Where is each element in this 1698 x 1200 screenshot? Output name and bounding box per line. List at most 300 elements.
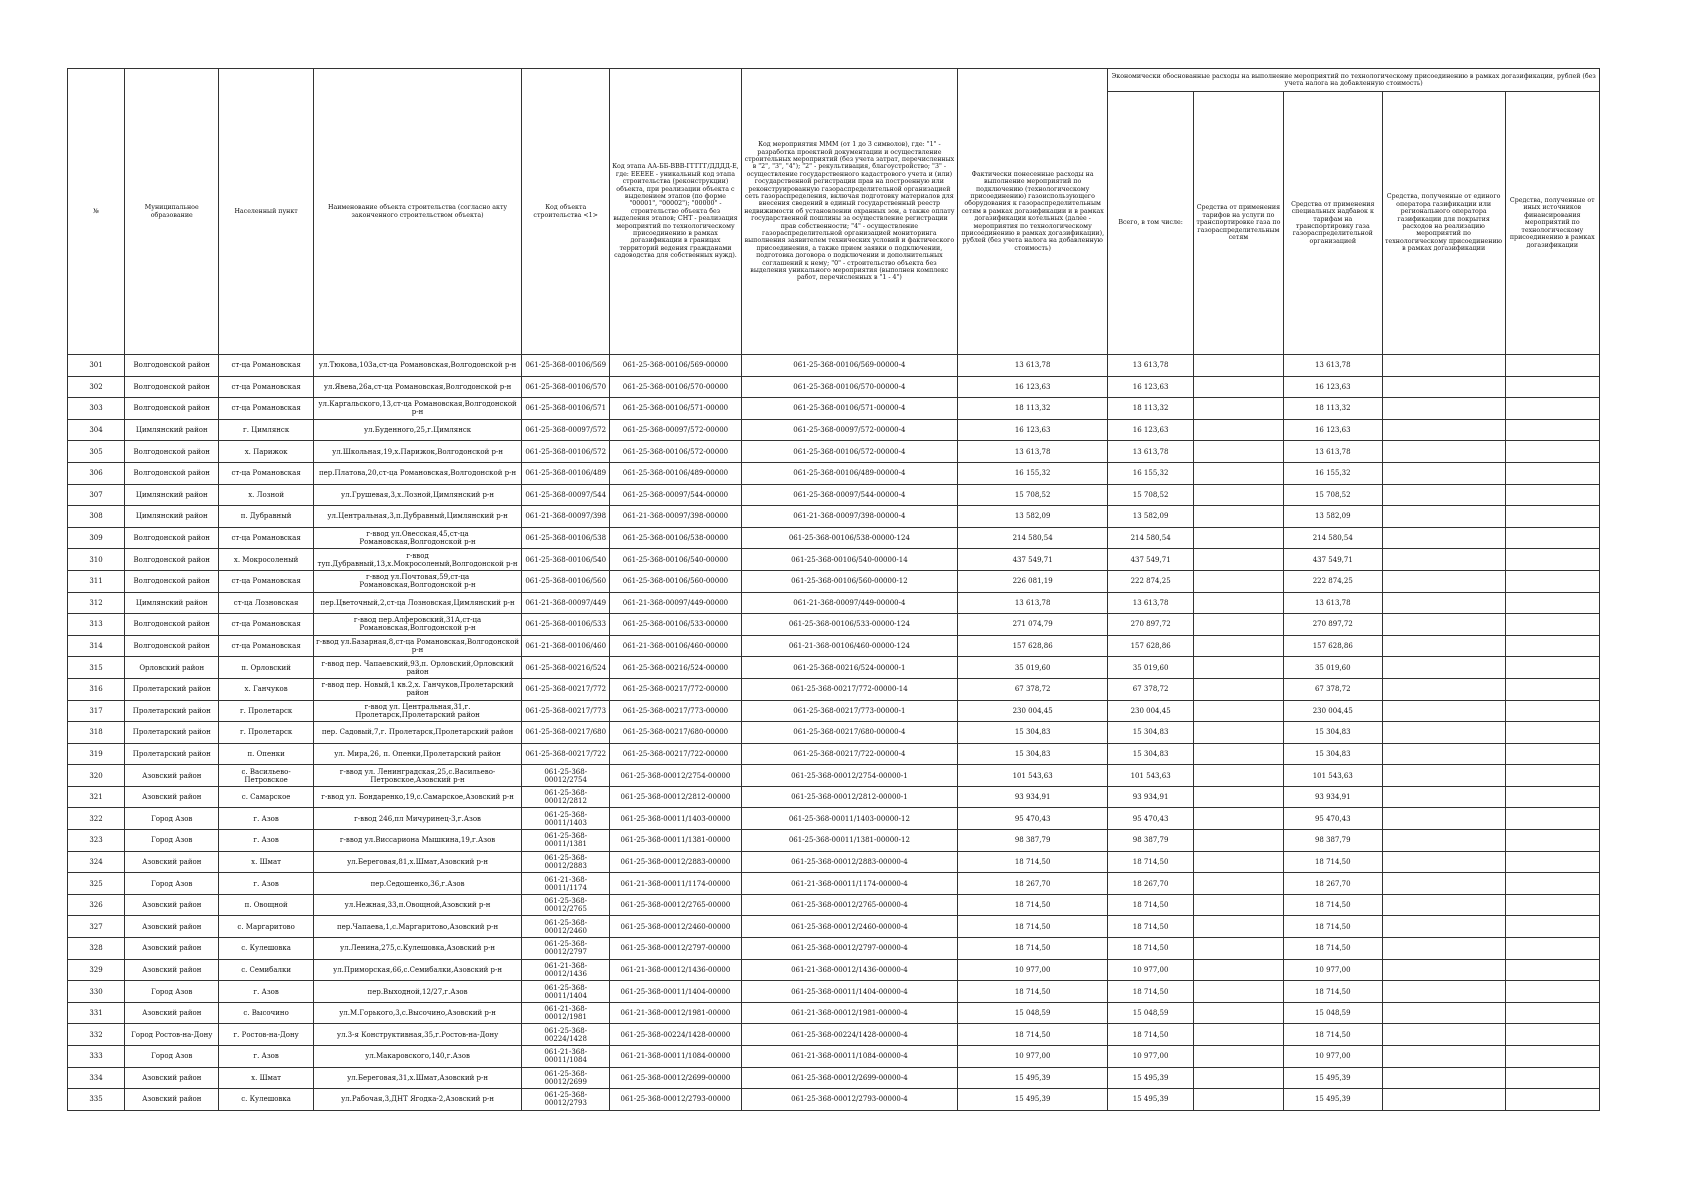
other-funds-cell xyxy=(1505,398,1599,420)
other-funds-cell xyxy=(1505,722,1599,744)
stage-code-cell: 061-21-368-00097/449-00000 xyxy=(610,592,742,614)
stage-code-cell: 061-25-368-00011/1381-00000 xyxy=(610,830,742,852)
municipality-cell: Волгодонской район xyxy=(125,462,219,484)
settlement-cell: с. Семибалки xyxy=(219,959,313,981)
event-code-cell: 061-25-368-00106/538-00000-124 xyxy=(741,527,957,549)
object-name-cell: г-ввод пер.Алферовский,31А,ст-ца Романовская,Волгодонской р-н xyxy=(313,614,522,636)
settlement-cell: х. Ганчуков xyxy=(219,678,313,700)
other-funds-cell xyxy=(1505,570,1599,592)
actual-costs-cell: 13 613,78 xyxy=(957,355,1107,377)
event-code-cell: 061-25-368-00012/2754-00000-1 xyxy=(741,765,957,787)
event-code-cell: 061-25-368-00012/2793-00000-4 xyxy=(741,1089,957,1111)
table-row xyxy=(68,851,1600,873)
total-cell: 230 004,45 xyxy=(1108,700,1194,722)
table-row xyxy=(68,765,1600,787)
header-object-code: Код объекта строительства <1> xyxy=(522,69,610,355)
surcharge-funds-cell: 98 387,79 xyxy=(1283,830,1382,852)
row-number: 326 xyxy=(68,894,125,916)
table-row xyxy=(68,506,1600,528)
event-code-cell: 061-25-368-00011/1404-00000-4 xyxy=(741,981,957,1003)
stage-code-cell: 061-25-368-00012/2883-00000 xyxy=(610,851,742,873)
tariff-funds-cell xyxy=(1193,981,1283,1003)
other-funds-cell xyxy=(1505,959,1599,981)
table-row xyxy=(68,959,1600,981)
table-row xyxy=(68,484,1600,506)
header-num: № xyxy=(68,69,125,355)
actual-costs-cell: 214 580,54 xyxy=(957,527,1107,549)
stage-code-cell: 061-25-368-00217/680-00000 xyxy=(610,722,742,744)
surcharge-funds-cell: 13 613,78 xyxy=(1283,355,1382,377)
settlement-cell: ст-ца Романовская xyxy=(219,527,313,549)
operator-funds-cell xyxy=(1382,355,1505,377)
object-name-cell: г-ввод ул. Центральная,31,г. Пролетарск,Пролетарский район xyxy=(313,700,522,722)
other-funds-cell xyxy=(1505,1002,1599,1024)
other-funds-cell xyxy=(1505,592,1599,614)
other-funds-cell xyxy=(1505,614,1599,636)
other-funds-cell xyxy=(1505,851,1599,873)
total-cell: 18 267,70 xyxy=(1108,873,1194,895)
actual-costs-cell: 15 304,83 xyxy=(957,743,1107,765)
actual-costs-cell: 18 113,32 xyxy=(957,398,1107,420)
object-code-cell: 061-25-368-00106/489 xyxy=(522,462,610,484)
event-code-cell: 061-25-368-00012/2460-00000-4 xyxy=(741,916,957,938)
header-stage-code: Код этапа АА-ББ-ВВВ-ГГГГГ/ДДДД-Е, где: ЕЕЕЕЕ - уникальный код этапа строительства (реконструкции) объекта, при реализации объекта с выделением этапов (по форме "00001", "00002"); "00000" - строительство объекта без выделения этапов; СНТ - реализация мероприятий по технологическому присоединению в рамках догазификации в границах территорий ведения гражданами садоводства для собственных нужд). xyxy=(610,69,742,355)
municipality-cell: Волгодонской район xyxy=(125,614,219,636)
municipality-cell: Город Азов xyxy=(125,981,219,1003)
total-cell: 15 304,83 xyxy=(1108,743,1194,765)
row-number: 331 xyxy=(68,1002,125,1024)
surcharge-funds-cell: 18 714,50 xyxy=(1283,894,1382,916)
total-cell: 18 714,50 xyxy=(1108,894,1194,916)
surcharge-funds-cell: 18 714,50 xyxy=(1283,981,1382,1003)
object-code-cell: 061-21-368-00097/398 xyxy=(522,506,610,528)
surcharge-funds-cell: 16 123,63 xyxy=(1283,419,1382,441)
stage-code-cell: 061-25-368-00012/2812-00000 xyxy=(610,786,742,808)
total-cell: 270 897,72 xyxy=(1108,614,1194,636)
tariff-funds-cell xyxy=(1193,635,1283,657)
actual-costs-cell: 18 714,50 xyxy=(957,981,1107,1003)
row-number: 328 xyxy=(68,938,125,960)
tariff-funds-cell xyxy=(1193,1002,1283,1024)
table-row xyxy=(68,441,1600,463)
settlement-cell: х. Лозной xyxy=(219,484,313,506)
row-number: 315 xyxy=(68,657,125,679)
total-cell: 15 495,39 xyxy=(1108,1089,1194,1111)
object-code-cell: 061-25-368-00217/680 xyxy=(522,722,610,744)
event-code-cell: 061-25-368-00217/680-00000-4 xyxy=(741,722,957,744)
actual-costs-cell: 15 304,83 xyxy=(957,722,1107,744)
total-cell: 10 977,00 xyxy=(1108,1046,1194,1068)
object-name-cell: ул.Береговая,81,х.Шмат,Азовский р-н xyxy=(313,851,522,873)
stage-code-cell: 061-25-368-00217/773-00000 xyxy=(610,700,742,722)
row-number: 327 xyxy=(68,916,125,938)
surcharge-funds-cell: 10 977,00 xyxy=(1283,1046,1382,1068)
settlement-cell: х. Шмат xyxy=(219,1067,313,1089)
object-code-cell: 061-21-368-00012/1981 xyxy=(522,1002,610,1024)
other-funds-cell xyxy=(1505,894,1599,916)
municipality-cell: Волгодонской район xyxy=(125,635,219,657)
total-cell: 15 048,59 xyxy=(1108,1002,1194,1024)
settlement-cell: п. Дубравный xyxy=(219,506,313,528)
surcharge-funds-cell: 18 714,50 xyxy=(1283,1024,1382,1046)
settlement-cell: ст-ца Романовская xyxy=(219,398,313,420)
total-cell: 18 714,50 xyxy=(1108,938,1194,960)
stage-code-cell: 061-25-368-00224/1428-00000 xyxy=(610,1024,742,1046)
table-row xyxy=(68,1046,1600,1068)
other-funds-cell xyxy=(1505,527,1599,549)
total-cell: 222 874,25 xyxy=(1108,570,1194,592)
gasification-costs-table xyxy=(67,68,1600,1111)
stage-code-cell: 061-21-368-00012/1981-00000 xyxy=(610,1002,742,1024)
table-row xyxy=(68,355,1600,377)
settlement-cell: г. Азов xyxy=(219,830,313,852)
operator-funds-cell xyxy=(1382,570,1505,592)
tariff-funds-cell xyxy=(1193,808,1283,830)
stage-code-cell: 061-25-368-00216/524-00000 xyxy=(610,657,742,679)
municipality-cell: Волгодонской район xyxy=(125,527,219,549)
row-number: 317 xyxy=(68,700,125,722)
municipality-cell: Волгодонской район xyxy=(125,570,219,592)
tariff-funds-cell xyxy=(1193,959,1283,981)
municipality-cell: Азовский район xyxy=(125,1089,219,1111)
operator-funds-cell xyxy=(1382,722,1505,744)
event-code-cell: 061-25-368-00012/2812-00000-1 xyxy=(741,786,957,808)
surcharge-funds-cell: 15 048,59 xyxy=(1283,1002,1382,1024)
table-row xyxy=(68,1089,1600,1111)
operator-funds-cell xyxy=(1382,786,1505,808)
table-row xyxy=(68,570,1600,592)
object-name-cell: г-ввод туп.Дубравный,13,х.Мокросоленый,Волгодонской р-н xyxy=(313,549,522,571)
object-name-cell: пер.Выходной,12/27,г.Азов xyxy=(313,981,522,1003)
event-code-cell: 061-25-368-00106/489-00000-4 xyxy=(741,462,957,484)
actual-costs-cell: 15 495,39 xyxy=(957,1089,1107,1111)
operator-funds-cell xyxy=(1382,938,1505,960)
stage-code-cell: 061-21-368-00011/1174-00000 xyxy=(610,873,742,895)
table-row xyxy=(68,678,1600,700)
operator-funds-cell xyxy=(1382,700,1505,722)
header-object-name: Наименование объекта строительства (согласно акту законченного строительством объекта) xyxy=(313,69,522,355)
surcharge-funds-cell: 13 613,78 xyxy=(1283,441,1382,463)
total-cell: 214 580,54 xyxy=(1108,527,1194,549)
settlement-cell: г. Пролетарск xyxy=(219,700,313,722)
event-code-cell: 061-25-368-00217/722-00000-4 xyxy=(741,743,957,765)
operator-funds-cell xyxy=(1382,873,1505,895)
tariff-funds-cell xyxy=(1193,441,1283,463)
other-funds-cell xyxy=(1505,873,1599,895)
municipality-cell: Орловский район xyxy=(125,657,219,679)
event-code-cell: 061-21-368-00011/1084-00000-4 xyxy=(741,1046,957,1068)
tariff-funds-cell xyxy=(1193,376,1283,398)
object-name-cell: ул.Тюкова,103а,ст-ца Романовская,Волгодонской р-н xyxy=(313,355,522,377)
object-name-cell: г-ввод ул.Базарная,8,ст-ца Романовская,Волгодонской р-н xyxy=(313,635,522,657)
surcharge-funds-cell: 16 155,32 xyxy=(1283,462,1382,484)
total-cell: 15 495,39 xyxy=(1108,1067,1194,1089)
event-code-cell: 061-25-368-00106/571-00000-4 xyxy=(741,398,957,420)
event-code-cell: 061-25-368-00224/1428-00000-4 xyxy=(741,1024,957,1046)
operator-funds-cell xyxy=(1382,527,1505,549)
settlement-cell: ст-ца Лозновская xyxy=(219,592,313,614)
total-cell: 15 708,52 xyxy=(1108,484,1194,506)
stage-code-cell: 061-25-368-00097/544-00000 xyxy=(610,484,742,506)
row-number: 320 xyxy=(68,765,125,787)
object-code-cell: 061-21-368-00097/449 xyxy=(522,592,610,614)
object-code-cell: 061-25-368-00217/772 xyxy=(522,678,610,700)
other-funds-cell xyxy=(1505,1067,1599,1089)
table-header xyxy=(68,69,1600,355)
municipality-cell: Пролетарский район xyxy=(125,700,219,722)
settlement-cell: г. Азов xyxy=(219,981,313,1003)
total-cell: 10 977,00 xyxy=(1108,959,1194,981)
actual-costs-cell: 16 123,63 xyxy=(957,376,1107,398)
table-row xyxy=(68,592,1600,614)
actual-costs-cell: 10 977,00 xyxy=(957,959,1107,981)
event-code-cell: 061-21-368-00012/1436-00000-4 xyxy=(741,959,957,981)
operator-funds-cell xyxy=(1382,851,1505,873)
header-surcharge-funds: Средства от применения специальных надбавок к тарифам на транспортировку газа газораспределительной организацией xyxy=(1283,92,1382,355)
settlement-cell: ст-ца Романовская xyxy=(219,462,313,484)
object-name-cell: ул.Явева,26а,ст-ца Романовская,Волгодонской р-н xyxy=(313,376,522,398)
total-cell: 437 549,71 xyxy=(1108,549,1194,571)
municipality-cell: Азовский район xyxy=(125,894,219,916)
event-code-cell: 061-25-368-00106/560-00000-12 xyxy=(741,570,957,592)
total-cell: 157 628,86 xyxy=(1108,635,1194,657)
settlement-cell: с. Васильево-Петровское xyxy=(219,765,313,787)
municipality-cell: Город Ростов-на-Дону xyxy=(125,1024,219,1046)
object-code-cell: 061-25-368-00106/572 xyxy=(522,441,610,463)
event-code-cell: 061-25-368-00217/773-00000-1 xyxy=(741,700,957,722)
table-row xyxy=(68,873,1600,895)
event-code-cell: 061-25-368-00106/569-00000-4 xyxy=(741,355,957,377)
actual-costs-cell: 67 378,72 xyxy=(957,678,1107,700)
surcharge-funds-cell: 15 708,52 xyxy=(1283,484,1382,506)
municipality-cell: Цимлянский район xyxy=(125,506,219,528)
settlement-cell: г. Азов xyxy=(219,1046,313,1068)
total-cell: 15 304,83 xyxy=(1108,722,1194,744)
table-row xyxy=(68,743,1600,765)
operator-funds-cell xyxy=(1382,462,1505,484)
other-funds-cell xyxy=(1505,938,1599,960)
settlement-cell: ст-ца Романовская xyxy=(219,570,313,592)
tariff-funds-cell xyxy=(1193,462,1283,484)
settlement-cell: п. Овощной xyxy=(219,894,313,916)
event-code-cell: 061-21-368-00106/460-00000-124 xyxy=(741,635,957,657)
tariff-funds-cell xyxy=(1193,894,1283,916)
object-name-cell: ул.Береговая,31,х.Шмат,Азовский р-н xyxy=(313,1067,522,1089)
event-code-cell: 061-25-368-00012/2699-00000-4 xyxy=(741,1067,957,1089)
surcharge-funds-cell: 10 977,00 xyxy=(1283,959,1382,981)
actual-costs-cell: 35 019,60 xyxy=(957,657,1107,679)
municipality-cell: Волгодонской район xyxy=(125,376,219,398)
settlement-cell: г. Азов xyxy=(219,808,313,830)
object-name-cell: пер.Платова,20,ст-ца Романовская,Волгодонской р-н xyxy=(313,462,522,484)
settlement-cell: ст-ца Романовская xyxy=(219,614,313,636)
header-justified-costs-group: Экономически обоснованные расходы на выполнение мероприятий по технологическому присоединению в рамках догазификации, рублей (без учета налога на добавленную стоимость) xyxy=(1108,69,1600,92)
municipality-cell: Пролетарский район xyxy=(125,678,219,700)
surcharge-funds-cell: 15 495,39 xyxy=(1283,1067,1382,1089)
event-code-cell: 061-25-368-00106/540-00000-14 xyxy=(741,549,957,571)
settlement-cell: с. Кулешовка xyxy=(219,938,313,960)
object-name-cell: г-ввод ул.Виссариона Мышкина,19,г.Азов xyxy=(313,830,522,852)
actual-costs-cell: 18 714,50 xyxy=(957,894,1107,916)
actual-costs-cell: 16 123,63 xyxy=(957,419,1107,441)
tariff-funds-cell xyxy=(1193,786,1283,808)
row-number: 310 xyxy=(68,549,125,571)
row-number: 322 xyxy=(68,808,125,830)
event-code-cell: 061-21-368-00012/1981-00000-4 xyxy=(741,1002,957,1024)
municipality-cell: Волгодонской район xyxy=(125,398,219,420)
actual-costs-cell: 13 613,78 xyxy=(957,441,1107,463)
object-name-cell: пер.Цветочный,2,ст-ца Лозновская,Цимлянский р-н xyxy=(313,592,522,614)
event-code-cell: 061-21-368-00097/449-00000-4 xyxy=(741,592,957,614)
stage-code-cell: 061-25-368-00012/2754-00000 xyxy=(610,765,742,787)
row-number: 334 xyxy=(68,1067,125,1089)
object-code-cell: 061-25-368-00106/538 xyxy=(522,527,610,549)
total-cell: 13 613,78 xyxy=(1108,441,1194,463)
tariff-funds-cell xyxy=(1193,851,1283,873)
operator-funds-cell xyxy=(1382,916,1505,938)
other-funds-cell xyxy=(1505,786,1599,808)
object-name-cell: ул.Грушевая,3,х.Лозной,Цимлянский р-н xyxy=(313,484,522,506)
operator-funds-cell xyxy=(1382,1002,1505,1024)
total-cell: 18 714,50 xyxy=(1108,981,1194,1003)
operator-funds-cell xyxy=(1382,1024,1505,1046)
row-number: 321 xyxy=(68,786,125,808)
tariff-funds-cell xyxy=(1193,1089,1283,1111)
settlement-cell: ст-ца Романовская xyxy=(219,376,313,398)
surcharge-funds-cell: 18 267,70 xyxy=(1283,873,1382,895)
actual-costs-cell: 226 081,19 xyxy=(957,570,1107,592)
settlement-cell: с. Самарское xyxy=(219,786,313,808)
operator-funds-cell xyxy=(1382,1046,1505,1068)
header-total: Всего, в том числе: xyxy=(1108,92,1194,355)
table-row xyxy=(68,981,1600,1003)
object-name-cell: ул.Центральная,3,п.Дубравный,Цимлянский р-н xyxy=(313,506,522,528)
operator-funds-cell xyxy=(1382,678,1505,700)
actual-costs-cell: 437 549,71 xyxy=(957,549,1107,571)
municipality-cell: Город Азов xyxy=(125,808,219,830)
municipality-cell: Пролетарский район xyxy=(125,743,219,765)
stage-code-cell: 061-21-368-00097/398-00000 xyxy=(610,506,742,528)
object-name-cell: ул.Школьная,19,х.Парижок,Волгодонской р-н xyxy=(313,441,522,463)
stage-code-cell: 061-25-368-00106/571-00000 xyxy=(610,398,742,420)
object-name-cell: г-ввод ул. Бондаренко,19,с.Самарское,Азовский р-н xyxy=(313,786,522,808)
surcharge-funds-cell: 95 470,43 xyxy=(1283,808,1382,830)
object-name-cell: ул.3-я Конструктивная,35,г.Ростов-на-Дону xyxy=(313,1024,522,1046)
stage-code-cell: 061-21-368-00106/460-00000 xyxy=(610,635,742,657)
operator-funds-cell xyxy=(1382,765,1505,787)
row-number: 324 xyxy=(68,851,125,873)
row-number: 332 xyxy=(68,1024,125,1046)
object-name-cell: ул.Буденного,25,г.Цимлянск xyxy=(313,419,522,441)
surcharge-funds-cell: 67 378,72 xyxy=(1283,678,1382,700)
settlement-cell: г. Азов xyxy=(219,873,313,895)
tariff-funds-cell xyxy=(1193,700,1283,722)
operator-funds-cell xyxy=(1382,441,1505,463)
surcharge-funds-cell: 18 113,32 xyxy=(1283,398,1382,420)
row-number: 309 xyxy=(68,527,125,549)
stage-code-cell: 061-21-368-00012/1436-00000 xyxy=(610,959,742,981)
event-code-cell: 061-25-368-00106/570-00000-4 xyxy=(741,376,957,398)
tariff-funds-cell xyxy=(1193,830,1283,852)
event-code-cell: 061-25-368-00217/772-00000-14 xyxy=(741,678,957,700)
table-row xyxy=(68,462,1600,484)
object-name-cell: ул.Ленина,275,с.Кулешовка,Азовский р-н xyxy=(313,938,522,960)
tariff-funds-cell xyxy=(1193,355,1283,377)
object-name-cell: ул.Приморская,66,с.Семибалки,Азовский р-н xyxy=(313,959,522,981)
row-number: 302 xyxy=(68,376,125,398)
object-name-cell: г-ввод ул.Овесская,45,ст-ца Романовская,Волгодонской р-н xyxy=(313,527,522,549)
object-code-cell: 061-25-368-00012/2883 xyxy=(522,851,610,873)
table-row xyxy=(68,614,1600,636)
object-code-cell: 061-25-368-00011/1404 xyxy=(522,981,610,1003)
surcharge-funds-cell: 157 628,86 xyxy=(1283,635,1382,657)
total-cell: 18 714,50 xyxy=(1108,1024,1194,1046)
other-funds-cell xyxy=(1505,376,1599,398)
surcharge-funds-cell: 13 582,09 xyxy=(1283,506,1382,528)
municipality-cell: Город Азов xyxy=(125,1046,219,1068)
other-funds-cell xyxy=(1505,549,1599,571)
operator-funds-cell xyxy=(1382,743,1505,765)
row-number: 330 xyxy=(68,981,125,1003)
municipality-cell: Азовский район xyxy=(125,851,219,873)
surcharge-funds-cell: 15 495,39 xyxy=(1283,1089,1382,1111)
stage-code-cell: 061-25-368-00012/2460-00000 xyxy=(610,916,742,938)
actual-costs-cell: 98 387,79 xyxy=(957,830,1107,852)
operator-funds-cell xyxy=(1382,981,1505,1003)
header-settlement: Населенный пункт xyxy=(219,69,313,355)
row-number: 306 xyxy=(68,462,125,484)
stage-code-cell: 061-25-368-00106/533-00000 xyxy=(610,614,742,636)
other-funds-cell xyxy=(1505,419,1599,441)
stage-code-cell: 061-25-368-00012/2793-00000 xyxy=(610,1089,742,1111)
header-tariff-funds: Средства от применения тарифов на услуги по транспортировке газа по газораспределительным сетям xyxy=(1193,92,1283,355)
row-number: 313 xyxy=(68,614,125,636)
other-funds-cell xyxy=(1505,981,1599,1003)
settlement-cell: г. Ростов-на-Дону xyxy=(219,1024,313,1046)
row-number: 335 xyxy=(68,1089,125,1111)
actual-costs-cell: 18 267,70 xyxy=(957,873,1107,895)
operator-funds-cell xyxy=(1382,614,1505,636)
surcharge-funds-cell: 15 304,83 xyxy=(1283,743,1382,765)
municipality-cell: Азовский район xyxy=(125,786,219,808)
row-number: 318 xyxy=(68,722,125,744)
operator-funds-cell xyxy=(1382,894,1505,916)
table-row xyxy=(68,376,1600,398)
stage-code-cell: 061-25-368-00012/2765-00000 xyxy=(610,894,742,916)
table-row xyxy=(68,916,1600,938)
total-cell: 16 123,63 xyxy=(1108,419,1194,441)
municipality-cell: Волгодонской район xyxy=(125,549,219,571)
operator-funds-cell xyxy=(1382,830,1505,852)
table-row xyxy=(68,1002,1600,1024)
event-code-cell: 061-25-368-00012/2883-00000-4 xyxy=(741,851,957,873)
total-cell: 16 123,63 xyxy=(1108,376,1194,398)
stage-code-cell: 061-25-368-00012/2699-00000 xyxy=(610,1067,742,1089)
header-municipality: Муниципальное образование xyxy=(125,69,219,355)
actual-costs-cell: 15 495,39 xyxy=(957,1067,1107,1089)
event-code-cell: 061-25-368-00012/2765-00000-4 xyxy=(741,894,957,916)
object-name-cell: г-ввод пер. Чапаевский,93,п. Орловский,Орловский район xyxy=(313,657,522,679)
tariff-funds-cell xyxy=(1193,873,1283,895)
actual-costs-cell: 18 714,50 xyxy=(957,916,1107,938)
row-number: 316 xyxy=(68,678,125,700)
settlement-cell: г. Цимлянск xyxy=(219,419,313,441)
tariff-funds-cell xyxy=(1193,1067,1283,1089)
table-row xyxy=(68,657,1600,679)
municipality-cell: Волгодонской район xyxy=(125,355,219,377)
object-code-cell: 061-25-368-00106/570 xyxy=(522,376,610,398)
stage-code-cell: 061-25-368-00106/570-00000 xyxy=(610,376,742,398)
